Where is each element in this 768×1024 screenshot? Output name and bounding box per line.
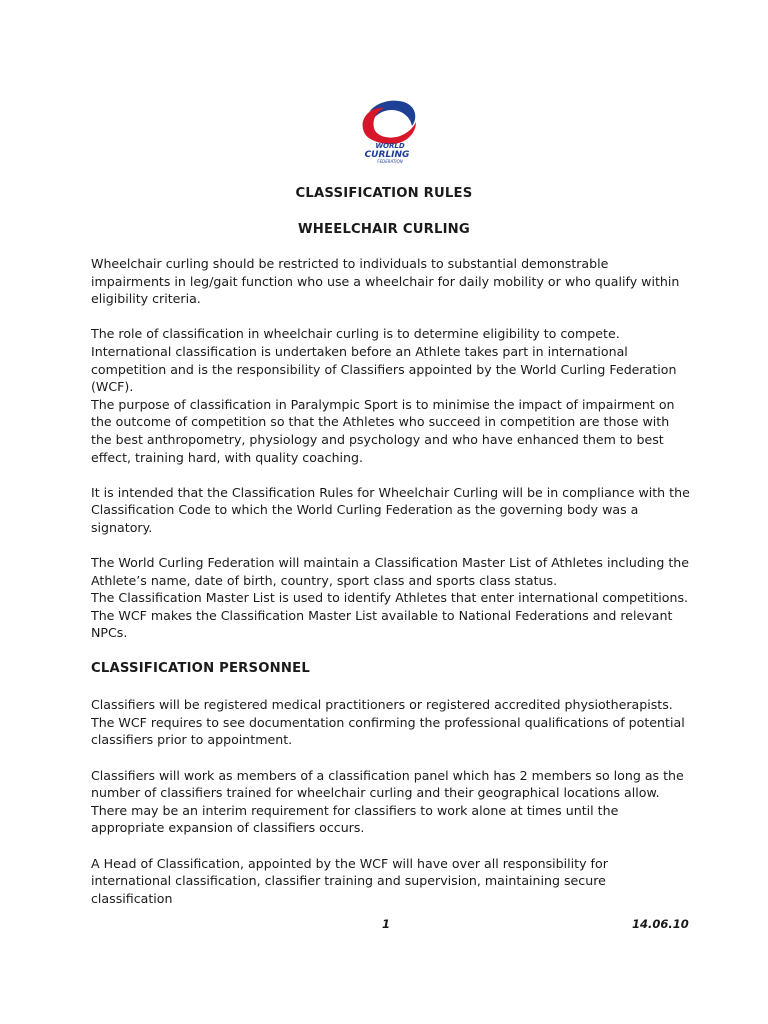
document-title: CLASSIFICATION RULES [295,186,473,201]
paragraph-master-list-use: The Classification Master List is used to identify Athletes that enter international competitions. [91,590,689,606]
paragraph-purpose: The purpose of classification in Paralympic Sport is to minimise the impact of impairment on the outcome of competition so that the Athletes who succeed in competition are those with the best anthropometry, physiology and psychology and who have enhanced them to best effect, training hard, with quality coaching. [91,396,675,465]
page-number: 1 [382,917,391,931]
paragraph-classifiers: Classifiers will be registered medical practitioners or registered accredited physiotherapists. The WCF requires to see documentation confirming the professional qualifications of potential classifiers prior to appointment. [91,697,685,748]
paragraph-role: The role of classification in wheelchair curling is to determine eligibility to compete. International classification is undertaken before an Athlete takes part in international competition and is the responsibility of Classifiers appointed by the World Curling Federation (WCF). [91,326,677,395]
paragraph-master-list-availability: The WCF makes the Classification Master List available to National Federations and relevant NPCs. [91,607,673,641]
document-subtitle: WHEELCHAIR CURLING [298,222,470,237]
paragraph-master-list: The World Curling Federation will maintain a Classification Master List of Athletes including the Athlete’s name, date of birth, country, sport class and sports class status. [91,555,689,588]
paragraph-compliance: It is intended that the Classification Rules for Wheelchair Curling will be in compliance with the Classification Code to which the World Curling Federation as the governing body was a signatory. [91,484,690,535]
body-text [91,255,691,925]
paragraph-head-of-classification: A Head of Classification, appointed by the WCF will have over all responsibility for international classification, classifier training and supervision, maintaining secure classification [91,855,608,906]
document-date: 14.06.10 [632,917,689,931]
paragraph-eligibility: Wheelchair curling should be restricted to individuals to substantial demonstrable impairments in leg/gait function who use a wheelchair for daily mobility or who qualify within eligibility criteria. [91,256,680,307]
logo-line3: FEDERATION [377,159,403,164]
section-heading-personnel: CLASSIFICATION PERSONNEL [91,660,310,676]
world-curling-federation-logo [354,96,426,166]
logo-line1: WORLD [375,142,405,150]
paragraph-panel: Classifiers will work as members of a classification panel which has 2 members so long as the number of classifiers trained for wheelchair curling and their geographical locations allow. There may be an interim requirement for classifiers to work alone at times until the appropriate expansion of classifiers occurs. [91,767,684,836]
logo-line2: CURLING [364,150,410,160]
